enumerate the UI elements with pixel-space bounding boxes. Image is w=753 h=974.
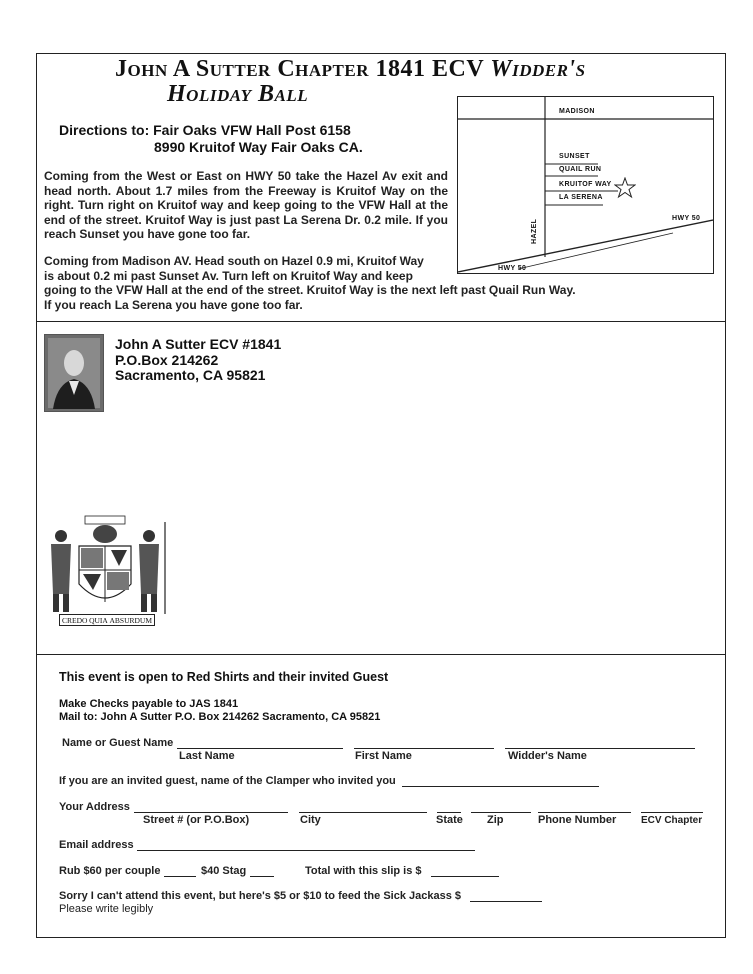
para2-line1: Coming from Madison AV. Head south on Hazel 0.9 mi, Kruitof Way [44, 254, 424, 268]
ecv-crest [41, 514, 169, 626]
directions-map [457, 96, 714, 274]
motto-quia: QUIA [89, 615, 108, 625]
event-eligibility: This event is open to Red Shirts and their invited Guest [59, 670, 389, 684]
city-field[interactable] [299, 812, 427, 813]
title-main: John A Sutter Chapter 1841 ECV [115, 56, 484, 82]
motto-absurdum: ABSURDUM [109, 615, 152, 625]
para2-line3: going to the VFW Hall at the end of the street. Kruitof Way is the next left past Quail Run Way. [44, 283, 576, 297]
ecv-chapter-field[interactable] [641, 812, 703, 813]
event-title-line2 [167, 81, 308, 108]
title-line2: Holiday Ball [167, 81, 309, 107]
total-label: Total with this slip is $ [305, 865, 422, 877]
map-label-hwy50-left: HWY 50 [498, 265, 527, 272]
first-name-label: First Name [355, 750, 412, 762]
destination-star-icon [614, 177, 636, 199]
ecv-chapter-label: ECV Chapter [641, 815, 703, 826]
mail-to: Mail to: John A Sutter P.O. Box 214262 Sacramento, CA 95821 [59, 711, 381, 723]
street-field[interactable] [134, 812, 288, 813]
para2-line4: If you reach La Serena you have gone too far. [44, 297, 303, 312]
street-label: Street # (or P.O.Box) [143, 814, 250, 826]
return-address-line2: P.O.Box 214262 [115, 351, 219, 368]
map-label-la-serena: LA SERENA [559, 194, 603, 201]
widders-name-label: Widder's Name [508, 750, 587, 762]
name-label: Name or Guest Name [62, 737, 174, 749]
last-name-field[interactable] [177, 748, 343, 749]
state-field[interactable] [437, 812, 461, 813]
email-label: Email address [59, 839, 134, 851]
clamper-name-field[interactable] [402, 786, 599, 787]
return-address [115, 337, 281, 384]
map-label-madison: MADISON [559, 108, 595, 115]
para2-line2: is about 0.2 mi past Sunset Av. Turn left on Kruitof Way and keep [44, 268, 413, 283]
first-name-field[interactable] [354, 748, 494, 749]
checks-payable: Make Checks payable to JAS 1841 [59, 698, 239, 710]
donation-label: Sorry I can't attend this event, but here's $5 or $10 to feed the Sick Jackass $ [59, 890, 461, 902]
donation-field[interactable] [470, 901, 542, 902]
stag-label: $40 Stag [201, 865, 247, 877]
portrait-image [44, 334, 104, 412]
motto-credo: CREDO [62, 615, 88, 625]
total-field[interactable] [431, 876, 499, 877]
map-label-hazel: HAZEL [531, 218, 538, 244]
stag-count-field[interactable] [250, 876, 274, 877]
return-address-line1: John A Sutter ECV #1841 [115, 336, 282, 352]
email-field[interactable] [137, 850, 475, 851]
title-italic: Widder's [490, 56, 586, 82]
your-address-label: Your Address [59, 801, 130, 813]
portrait-figure-icon [45, 335, 103, 411]
city-label: City [300, 814, 321, 826]
directions-address: 8990 Kruitof Way Fair Oaks CA. [154, 139, 363, 155]
zip-field[interactable] [471, 812, 531, 813]
zip-label: Zip [487, 814, 504, 826]
flyer-sheet [36, 53, 726, 938]
directions-paragraph-1: Coming from the West or East on HWY 50 take the Hazel Av exit and head north. About 1.7 miles from the Freeway is Kruitof Way on the right. Turn right on Kruitof way and keep going to the VFW Hall at the end of the street. Kruitof Way is just past La Serena Dr. 0.2 mile. If you reach Sunset you have gone too far. [44, 169, 448, 241]
event-title [115, 56, 586, 83]
map-label-hwy50-right: HWY 50 [672, 215, 701, 222]
rub-couple-label: Rub $60 per couple [59, 865, 161, 877]
divider-2 [37, 654, 725, 655]
phone-field[interactable] [538, 812, 631, 813]
guest-question-label: If you are an invited guest, name of the Clamper who invited you [59, 775, 396, 787]
map-label-kruitof-way: KRUITOF WAY [559, 181, 612, 188]
last-name-label: Last Name [179, 750, 235, 762]
return-address-line3: Sacramento, CA 95821 [115, 367, 266, 383]
crest-motto-banner [59, 614, 155, 626]
directions-heading: Directions to: Fair Oaks VFW Hall Post 6158 [59, 122, 351, 138]
widders-name-field[interactable] [505, 748, 695, 749]
phone-label: Phone Number [538, 814, 617, 826]
map-label-quail-run: QUAIL RUN [559, 166, 602, 173]
state-label: State [436, 814, 463, 826]
map-label-sunset: SUNSET [559, 153, 590, 160]
crest-emblem-icon [41, 514, 169, 626]
write-legibly: Please write legibly [59, 903, 154, 915]
couple-count-field[interactable] [164, 876, 196, 877]
divider-1 [37, 321, 725, 322]
